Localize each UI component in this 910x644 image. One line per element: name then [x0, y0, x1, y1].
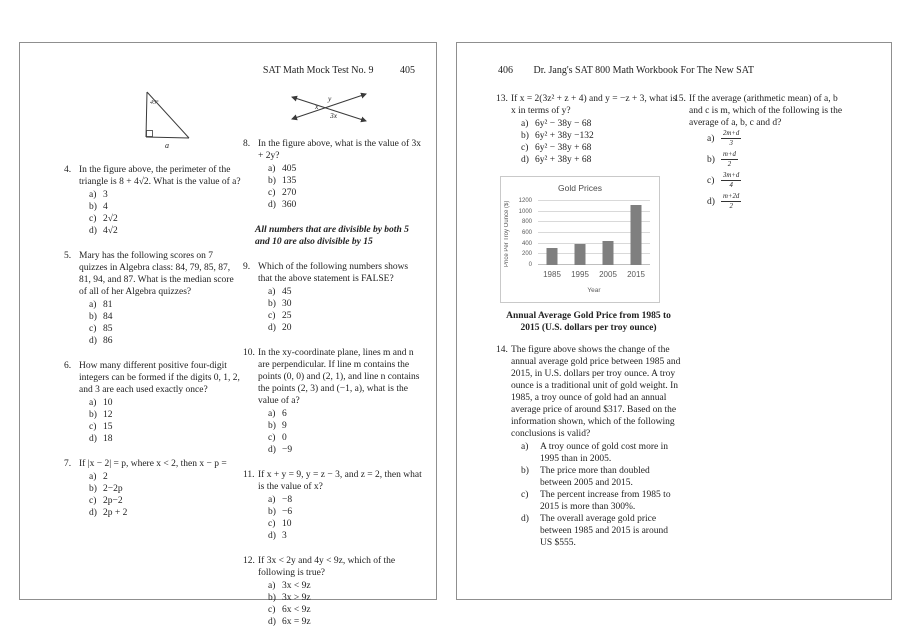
answer-option — [268, 530, 424, 542]
option-label: d) — [521, 514, 529, 524]
answer-option — [89, 189, 242, 201]
question-10 — [243, 347, 424, 456]
question-text: In the figure above, the perimeter of the triangle is 8 + 4√2. What is the value of a? — [79, 165, 241, 187]
answer-option — [89, 507, 242, 519]
chart-plot — [538, 201, 650, 265]
x-axis-tick-label: 2005 — [599, 270, 617, 279]
fraction-denominator: 2 — [729, 203, 733, 210]
option-text: 6y² + 38y + 68 — [535, 155, 592, 165]
question-number: 4. — [64, 165, 72, 175]
options-list — [521, 118, 681, 166]
question-number: 10. — [243, 348, 255, 358]
answer-option — [89, 397, 242, 409]
right-header-title: Dr. Jang's SAT 800 Math Workbook For The New SAT — [533, 65, 754, 76]
options-list — [89, 189, 242, 237]
option-text: 10 — [282, 519, 292, 529]
question-body — [79, 164, 242, 237]
option-text: 2p + 2 — [103, 508, 128, 518]
options-list — [268, 286, 424, 334]
bar-1985 — [547, 248, 558, 265]
triangle-base-label: a — [165, 141, 169, 150]
option-text: 3x > 9z — [282, 593, 311, 603]
option-label: a) — [89, 472, 97, 482]
y-axis-tick: 800 — [521, 219, 532, 226]
triangle-angle-label: 45° — [150, 100, 159, 106]
option-label: c) — [268, 188, 276, 198]
option-label: b) — [89, 410, 97, 420]
options-list — [268, 580, 424, 628]
option-label: c) — [521, 143, 529, 153]
answer-option — [521, 130, 681, 142]
option-label: b) — [89, 484, 97, 494]
question-body — [79, 360, 242, 445]
option-label: d) — [89, 336, 97, 346]
answer-option — [707, 151, 852, 168]
answer-option — [521, 465, 681, 489]
answer-option — [89, 409, 242, 421]
answer-option — [268, 616, 424, 628]
question-11 — [243, 469, 424, 542]
option-label: d) — [268, 531, 276, 541]
option-label: d) — [521, 155, 529, 165]
option-label: d) — [268, 617, 276, 627]
option-label: a) — [521, 119, 529, 129]
answer-option — [89, 495, 242, 507]
x-axis-tick-label: 1995 — [571, 270, 589, 279]
question-body — [511, 344, 681, 549]
option-text: −6 — [282, 507, 293, 517]
answer-option — [89, 225, 242, 237]
right-page-number: 406 — [498, 65, 513, 76]
question-text: Which of the following numbers shows that the above statement is FALSE? — [258, 262, 409, 284]
options-list — [89, 397, 242, 445]
option-label: c) — [268, 519, 276, 529]
answer-option — [707, 130, 852, 147]
right-page — [456, 42, 892, 600]
chart-yticks — [513, 198, 535, 268]
question-number: 7. — [64, 459, 72, 469]
fraction — [721, 193, 741, 210]
answer-option — [89, 323, 242, 335]
option-label: b) — [521, 466, 529, 476]
option-label: b) — [89, 202, 97, 212]
fraction-numerator: 3m+d — [723, 172, 740, 179]
answer-option — [89, 471, 242, 483]
y-axis-title: Price Per Troy Ounce ($) — [504, 200, 510, 268]
option-text: 270 — [282, 188, 297, 198]
gold-prices-chart — [500, 176, 660, 303]
y-axis-tick: 400 — [521, 240, 532, 247]
question-6 — [64, 360, 242, 445]
option-label: b) — [268, 299, 276, 309]
question-12 — [243, 555, 424, 628]
option-text: 84 — [103, 312, 113, 322]
option-label: b) — [521, 131, 529, 141]
answer-option — [268, 432, 424, 444]
answer-option — [521, 154, 681, 166]
option-label: b) — [268, 421, 276, 431]
fraction-numerator: m+d — [723, 151, 736, 158]
answer-option — [268, 322, 424, 334]
right-page-header — [498, 65, 754, 77]
fraction — [721, 130, 741, 147]
option-text: 4 — [103, 202, 108, 212]
question-body — [258, 138, 424, 211]
answer-option — [707, 193, 852, 210]
question-9 — [243, 261, 424, 334]
option-label: d) — [89, 508, 97, 518]
intersecting-lines-figure — [287, 89, 371, 125]
answer-option — [89, 311, 242, 323]
fraction-denominator: 4 — [729, 182, 733, 189]
option-label: a) — [707, 133, 715, 144]
option-text: 2p−2 — [103, 496, 123, 506]
option-label: c) — [89, 214, 97, 224]
options-list — [268, 163, 424, 211]
x-axis-tick-label: 1985 — [543, 270, 561, 279]
question-text: If x + y = 9, y = z − 3, and z = 2, then what is the value of x? — [258, 470, 422, 492]
option-label: d) — [89, 434, 97, 444]
answer-option — [268, 518, 424, 530]
answer-option — [268, 286, 424, 298]
option-label: c) — [707, 175, 715, 186]
option-label: c) — [268, 605, 276, 615]
option-label: c) — [89, 324, 97, 334]
option-text: 405 — [282, 164, 297, 174]
answer-option — [268, 175, 424, 187]
question-body — [79, 458, 242, 519]
option-label: a) — [89, 190, 97, 200]
answer-option — [268, 310, 424, 322]
answer-option — [521, 142, 681, 154]
lines-bottom-angle-label: 3x — [330, 111, 338, 120]
option-label: d) — [89, 226, 97, 236]
option-label: a) — [268, 164, 276, 174]
answer-option — [89, 433, 242, 445]
option-label: c) — [89, 496, 97, 506]
question-number: 8. — [243, 139, 251, 149]
chart-xlabels — [538, 269, 650, 281]
option-text: 18 — [103, 434, 113, 444]
question-text: The figure above shows the change of the annual average gold price between 1985 and 2015, in U.S. dollars per troy ounce. A troy ounce is a traditional unit of gold weight. In 1985, a troy ounce of gold had an annual average price of around $317. Based on the information shown, which of the following conclusions is valid? — [511, 345, 681, 439]
option-label: a) — [268, 287, 276, 297]
question-number: 15. — [674, 94, 686, 104]
fraction — [721, 172, 741, 189]
options-list — [268, 494, 424, 542]
option-text: 135 — [282, 176, 297, 186]
answer-option — [268, 506, 424, 518]
question-body — [79, 250, 242, 347]
question-body — [511, 93, 681, 166]
option-text: 85 — [103, 324, 113, 334]
lines-top-angle-label: y — [328, 94, 332, 103]
answer-option — [268, 408, 424, 420]
left-page-number: 405 — [400, 65, 415, 76]
bar-1995 — [575, 244, 586, 265]
option-text: A troy ounce of gold cost more in 1995 than in 2005. — [540, 442, 668, 464]
option-text: 10 — [103, 398, 113, 408]
options-list — [521, 441, 681, 549]
answer-option — [268, 604, 424, 616]
option-text: 6y² − 38y − 68 — [535, 119, 592, 129]
y-axis-tick: 200 — [521, 251, 532, 258]
fraction-numerator: 2m+d — [723, 130, 740, 137]
option-label: c) — [89, 422, 97, 432]
option-text: 9 — [282, 421, 287, 431]
options-list — [89, 299, 242, 347]
y-axis-tick: 0 — [528, 262, 532, 268]
question-number: 14. — [496, 345, 508, 355]
question-text: If the average (arithmetic mean) of a, b and c is m, which of the following is the average of a, b, c and d? — [689, 94, 843, 128]
right-triangle-figure — [110, 87, 196, 151]
question-body — [258, 347, 424, 456]
option-label: a) — [268, 495, 276, 505]
question-text: If 3x < 2y and 4y < 9z, which of the following is true? — [258, 556, 396, 578]
question-number: 9. — [243, 262, 251, 272]
option-text: 81 — [103, 300, 113, 310]
option-label: c) — [521, 490, 529, 500]
question-15 — [674, 93, 852, 214]
answer-option — [268, 187, 424, 199]
option-text: −8 — [282, 495, 293, 505]
answer-option — [521, 441, 681, 465]
answer-option — [89, 483, 242, 495]
right-column-1 — [496, 93, 681, 549]
option-label: d) — [707, 196, 715, 207]
option-label: a) — [521, 442, 529, 452]
question-body — [258, 261, 424, 334]
answer-option — [268, 420, 424, 432]
bar-2015 — [631, 205, 642, 265]
option-text: 6x < 9z — [282, 605, 311, 615]
bar-2005 — [603, 241, 614, 265]
option-text: 20 — [282, 323, 292, 333]
option-label: a) — [89, 300, 97, 310]
option-text: 6y² − 38y + 68 — [535, 143, 592, 153]
option-label: a) — [89, 398, 97, 408]
question-number: 11. — [243, 470, 255, 480]
answer-option — [89, 201, 242, 213]
option-label: b) — [707, 154, 715, 165]
option-text: The price more than doubled between 2005 and 2015. — [540, 466, 650, 488]
question-body — [258, 555, 424, 628]
answer-option — [521, 118, 681, 130]
option-text: 2√2 — [103, 214, 118, 224]
answer-option — [268, 199, 424, 211]
option-text: 86 — [103, 336, 113, 346]
option-text: −9 — [282, 445, 293, 455]
chart-gridline — [538, 200, 650, 201]
options-list — [89, 471, 242, 519]
question-number: 12. — [243, 556, 255, 566]
fraction-denominator: 2 — [727, 161, 732, 168]
question-text: If x = 2(3z² + z + 4) and y = −z + 3, what is x in terms of y? — [511, 94, 677, 116]
option-text: 360 — [282, 200, 297, 210]
question-number: 5. — [64, 251, 72, 261]
options-list — [707, 130, 852, 210]
left-page-header — [20, 65, 415, 77]
left-page — [19, 42, 437, 627]
fraction — [721, 151, 738, 168]
option-text: 6x = 9z — [282, 617, 311, 627]
y-axis-tick: 600 — [521, 230, 532, 236]
divisibility-statement: All numbers that are divisible by both 5 and 10 are also divisible by 15 — [255, 225, 409, 247]
option-text: The overall average gold price between 1985 and 2015 is around US $555. — [540, 514, 668, 548]
answer-option — [521, 489, 681, 513]
question-14 — [496, 344, 681, 549]
question-text: How many different positive four-digit integers can be formed if the digits 0, 1, 2, and 3 are each used exactly once? — [79, 361, 240, 395]
option-text: 30 — [282, 299, 292, 309]
option-label: b) — [268, 507, 276, 517]
left-column-2 — [243, 85, 424, 628]
question-text: In the xy-coordinate plane, lines m and n are perpendicular. If line m contains the points (0, 0) and (2, 1), and line n contains the points (2, 3) and (−1, a), what is the value of a? — [258, 348, 420, 406]
x-axis-title: Year — [587, 287, 601, 294]
option-text: 6y² + 38y −132 — [535, 131, 594, 141]
question-5 — [64, 250, 242, 347]
option-text: 45 — [282, 287, 292, 297]
answer-option — [707, 172, 852, 189]
chart-caption: Annual Average Gold Price from 1985 to 2015 (U.S. dollars per troy ounce) — [506, 311, 671, 333]
x-axis-tick-label: 2015 — [627, 270, 645, 279]
option-text: 2 — [103, 472, 108, 482]
option-text: 25 — [282, 311, 292, 321]
question-4 — [64, 164, 242, 237]
option-text: 2−2p — [103, 484, 123, 494]
option-label: b) — [268, 176, 276, 186]
question-text: Mary has the following scores on 7 quizzes in Algebra class: 84, 79, 85, 87, 81, 94, and 87. What is the median score of all of her Algebra quizzes? — [79, 251, 234, 297]
option-label: a) — [268, 581, 276, 591]
question-7 — [64, 458, 242, 519]
question-text: If |x − 2| = p, where x < 2, then x − p = — [79, 459, 227, 469]
options-list — [268, 408, 424, 456]
option-label: c) — [268, 433, 276, 443]
option-label: c) — [268, 311, 276, 321]
answer-option — [268, 444, 424, 456]
option-text: 12 — [103, 410, 113, 420]
option-text: 15 — [103, 422, 113, 432]
question-number: 6. — [64, 361, 72, 371]
option-label: b) — [89, 312, 97, 322]
answer-option — [89, 213, 242, 225]
option-label: b) — [268, 593, 276, 603]
answer-option — [268, 592, 424, 604]
option-text: 4√2 — [103, 226, 118, 236]
option-text: 3x < 9z — [282, 581, 311, 591]
lines-left-angle-label: x — [315, 102, 319, 111]
left-column-1 — [64, 85, 242, 519]
answer-option — [89, 299, 242, 311]
answer-option — [521, 513, 681, 549]
answer-option — [268, 163, 424, 175]
answer-option — [89, 335, 242, 347]
left-header-title: SAT Math Mock Test No. 9 — [262, 65, 374, 76]
fraction-numerator: m+2d — [723, 193, 740, 200]
question-body — [258, 469, 424, 542]
question-8 — [243, 138, 424, 211]
option-label: d) — [268, 323, 276, 333]
chart-title: Gold Prices — [558, 183, 602, 193]
option-label: a) — [268, 409, 276, 419]
option-text: The percent increase from 1985 to 2015 is more than 300%. — [540, 490, 671, 512]
question-13 — [496, 93, 681, 166]
question-body — [689, 93, 852, 214]
right-column-2 — [674, 93, 852, 214]
question-number: 13. — [496, 94, 508, 104]
y-axis-tick: 1200 — [518, 198, 532, 204]
question-text: In the figure above, what is the value of 3x + 2y? — [258, 139, 422, 161]
answer-option — [89, 421, 242, 433]
option-label: d) — [268, 200, 276, 210]
answer-option — [268, 580, 424, 592]
option-text: 0 — [282, 433, 287, 443]
option-text: 6 — [282, 409, 287, 419]
option-text: 3 — [103, 190, 108, 200]
option-text: 3 — [282, 531, 287, 541]
y-axis-tick: 1000 — [518, 208, 532, 215]
option-label: d) — [268, 445, 276, 455]
answer-option — [268, 494, 424, 506]
fraction-denominator: 3 — [729, 140, 733, 147]
answer-option — [268, 298, 424, 310]
